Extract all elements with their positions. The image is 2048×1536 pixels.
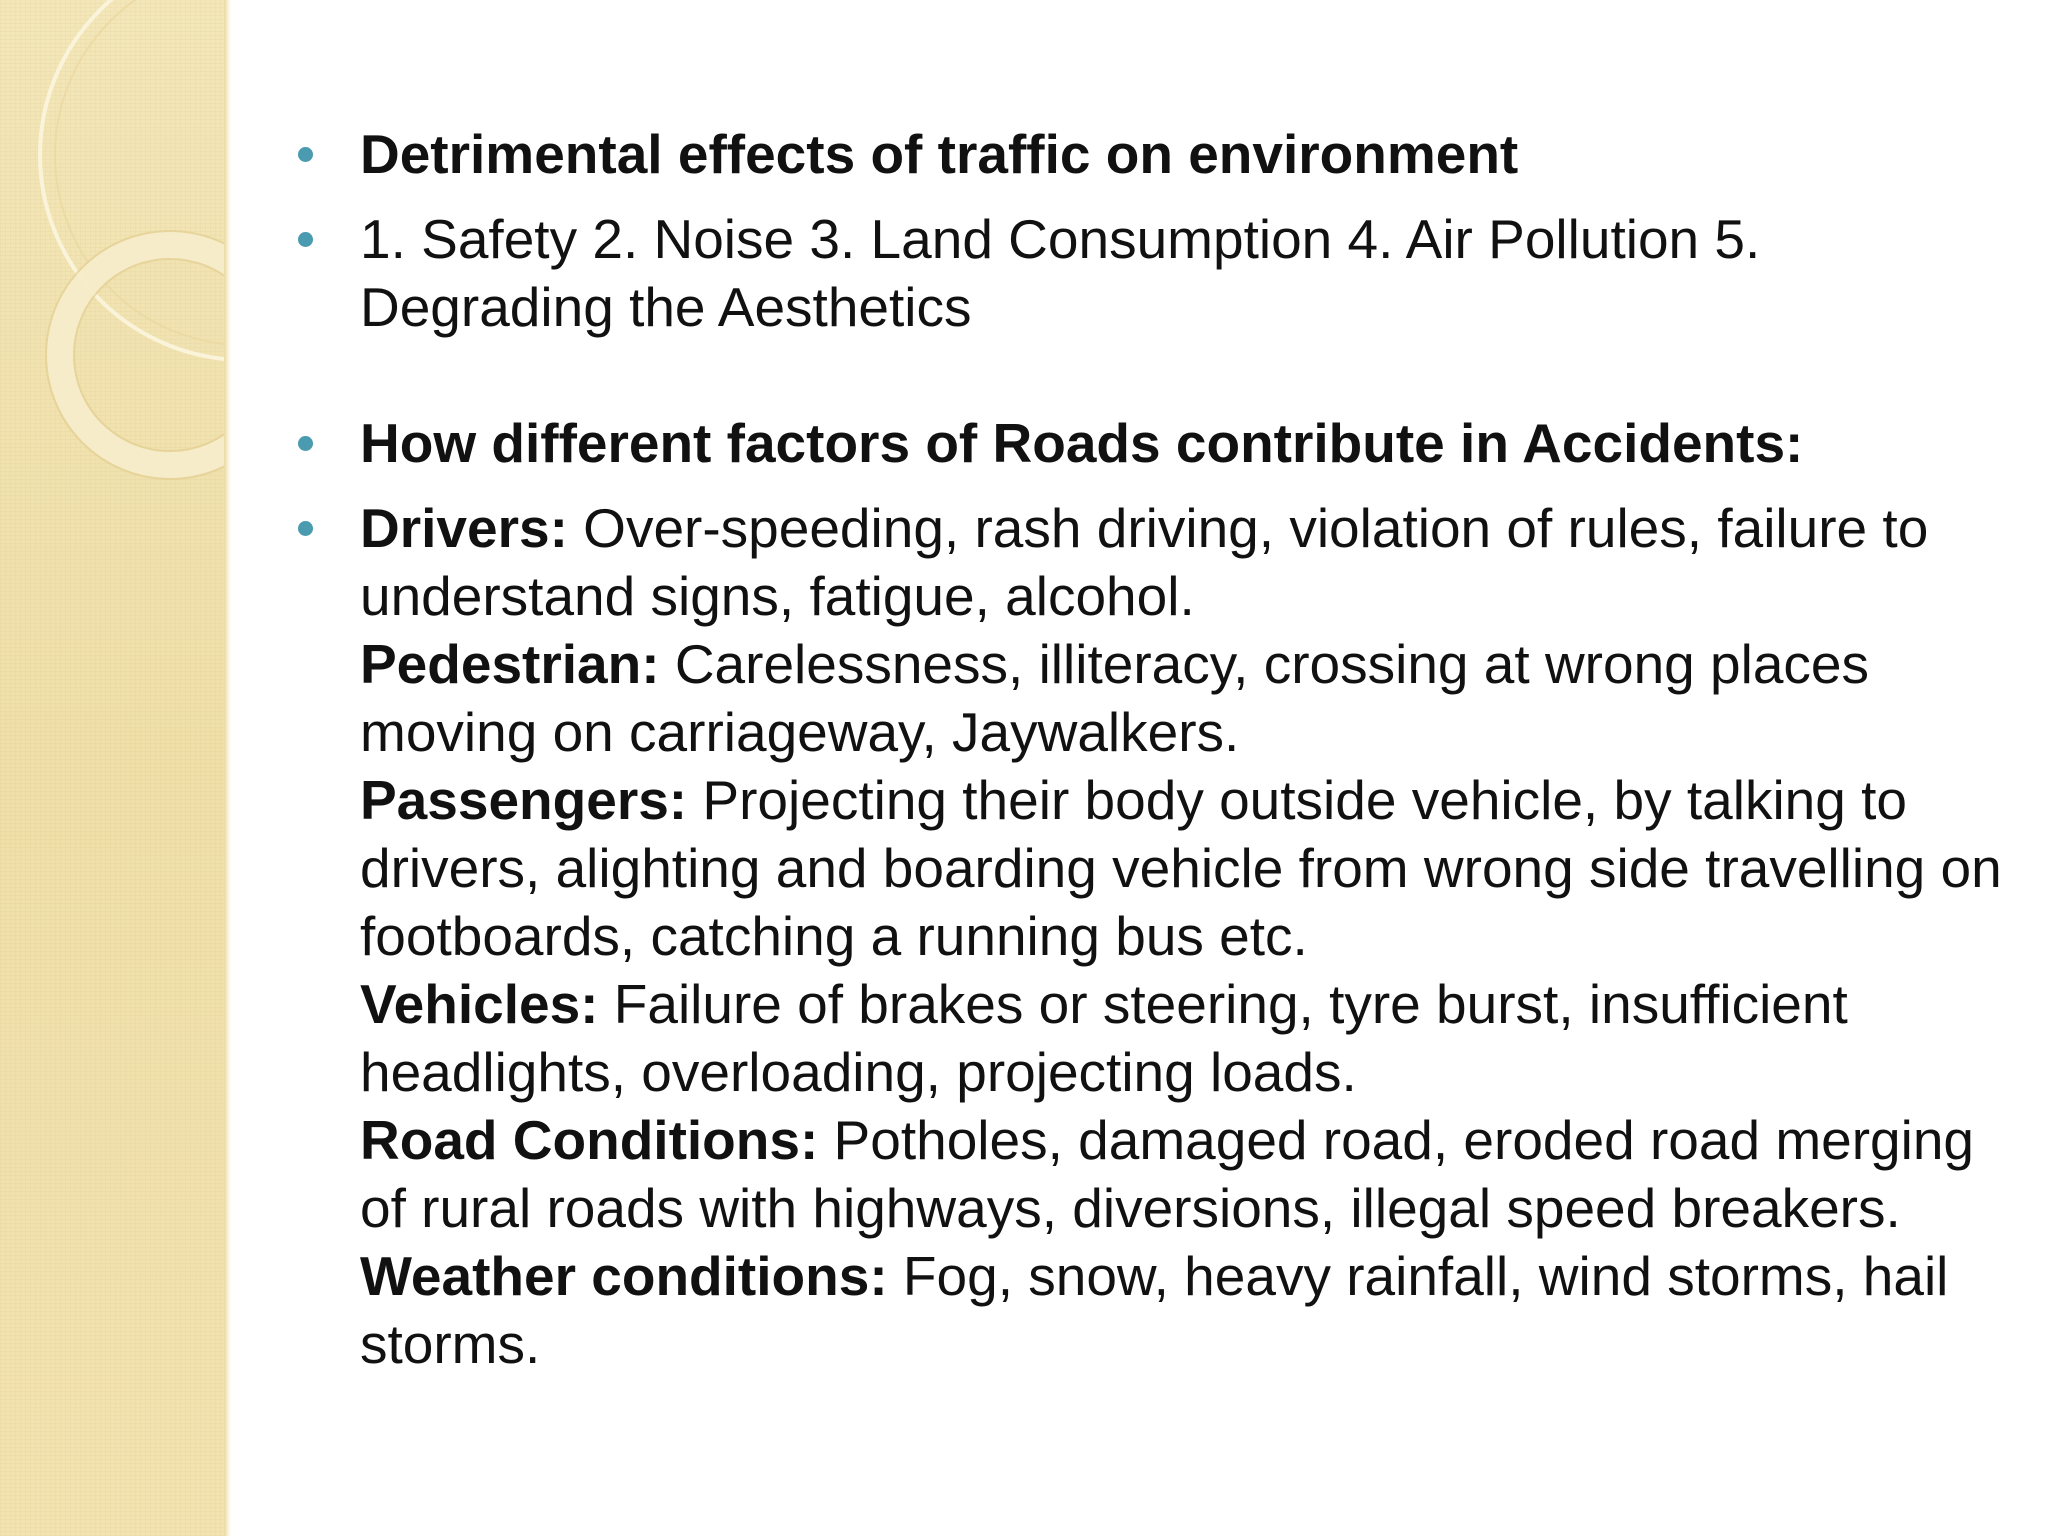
factor-label: Drivers: bbox=[360, 497, 568, 559]
bullet-effects-list bbox=[290, 205, 2010, 341]
decorative-rings-icon bbox=[0, 0, 228, 1536]
factor-weather-conditions bbox=[360, 1242, 2010, 1378]
decorative-side-panel bbox=[0, 0, 228, 1536]
factor-text: Failure of brakes or steering, tyre burst, insufficient headlights, overloading, projecting loads. bbox=[360, 973, 1848, 1103]
effects-text: 1. Safety 2. Noise 3. Land Consumption 4. Air Pollution 5. Degrading the Aesthetics bbox=[360, 208, 1761, 338]
bullet-heading-effects bbox=[290, 120, 2010, 188]
bullet-dot-icon bbox=[298, 436, 313, 451]
slide-content bbox=[290, 120, 2010, 1395]
factor-text: Projecting their body outside vehicle, by talking to drivers, alighting and boarding vehicle from wrong side travelling on footboards, catching a running bus etc. bbox=[360, 769, 2002, 967]
panel-edge bbox=[224, 0, 232, 1536]
heading-text: How different factors of Roads contribute in Accidents: bbox=[360, 412, 1804, 474]
bullet-heading-accidents bbox=[290, 409, 2010, 477]
bullet-dot-icon bbox=[298, 147, 313, 162]
factor-drivers bbox=[360, 494, 2010, 630]
bullet-dot-icon bbox=[298, 232, 313, 247]
factor-text: Over-speeding, rash driving, violation of rules, failure to understand signs, fatigue, alcohol. bbox=[360, 497, 1929, 627]
factor-road-conditions bbox=[360, 1106, 2010, 1242]
factor-vehicles bbox=[360, 970, 2010, 1106]
bullet-dot-icon bbox=[298, 521, 313, 536]
factor-label: Road Conditions: bbox=[360, 1109, 819, 1171]
bullet-list bbox=[290, 120, 2010, 1378]
factor-label: Vehicles: bbox=[360, 973, 599, 1035]
factor-text: Carelessness, illiteracy, crossing at wrong places moving on carriageway, Jaywalkers. bbox=[360, 633, 1870, 763]
factor-label: Pedestrian: bbox=[360, 633, 660, 695]
factor-text: Fog, snow, heavy rainfall, wind storms, hail storms. bbox=[360, 1245, 1949, 1375]
factor-text: Potholes, damaged road, eroded road merging of rural roads with highways, diversions, illegal speed breakers. bbox=[360, 1109, 1975, 1239]
bullet-factors bbox=[290, 494, 2010, 1378]
factor-label: Weather conditions: bbox=[360, 1245, 888, 1307]
factor-label: Passengers: bbox=[360, 769, 688, 831]
factor-pedestrian bbox=[360, 630, 2010, 766]
factor-passengers bbox=[360, 766, 2010, 970]
heading-text: Detrimental effects of traffic on environment bbox=[360, 123, 1519, 185]
